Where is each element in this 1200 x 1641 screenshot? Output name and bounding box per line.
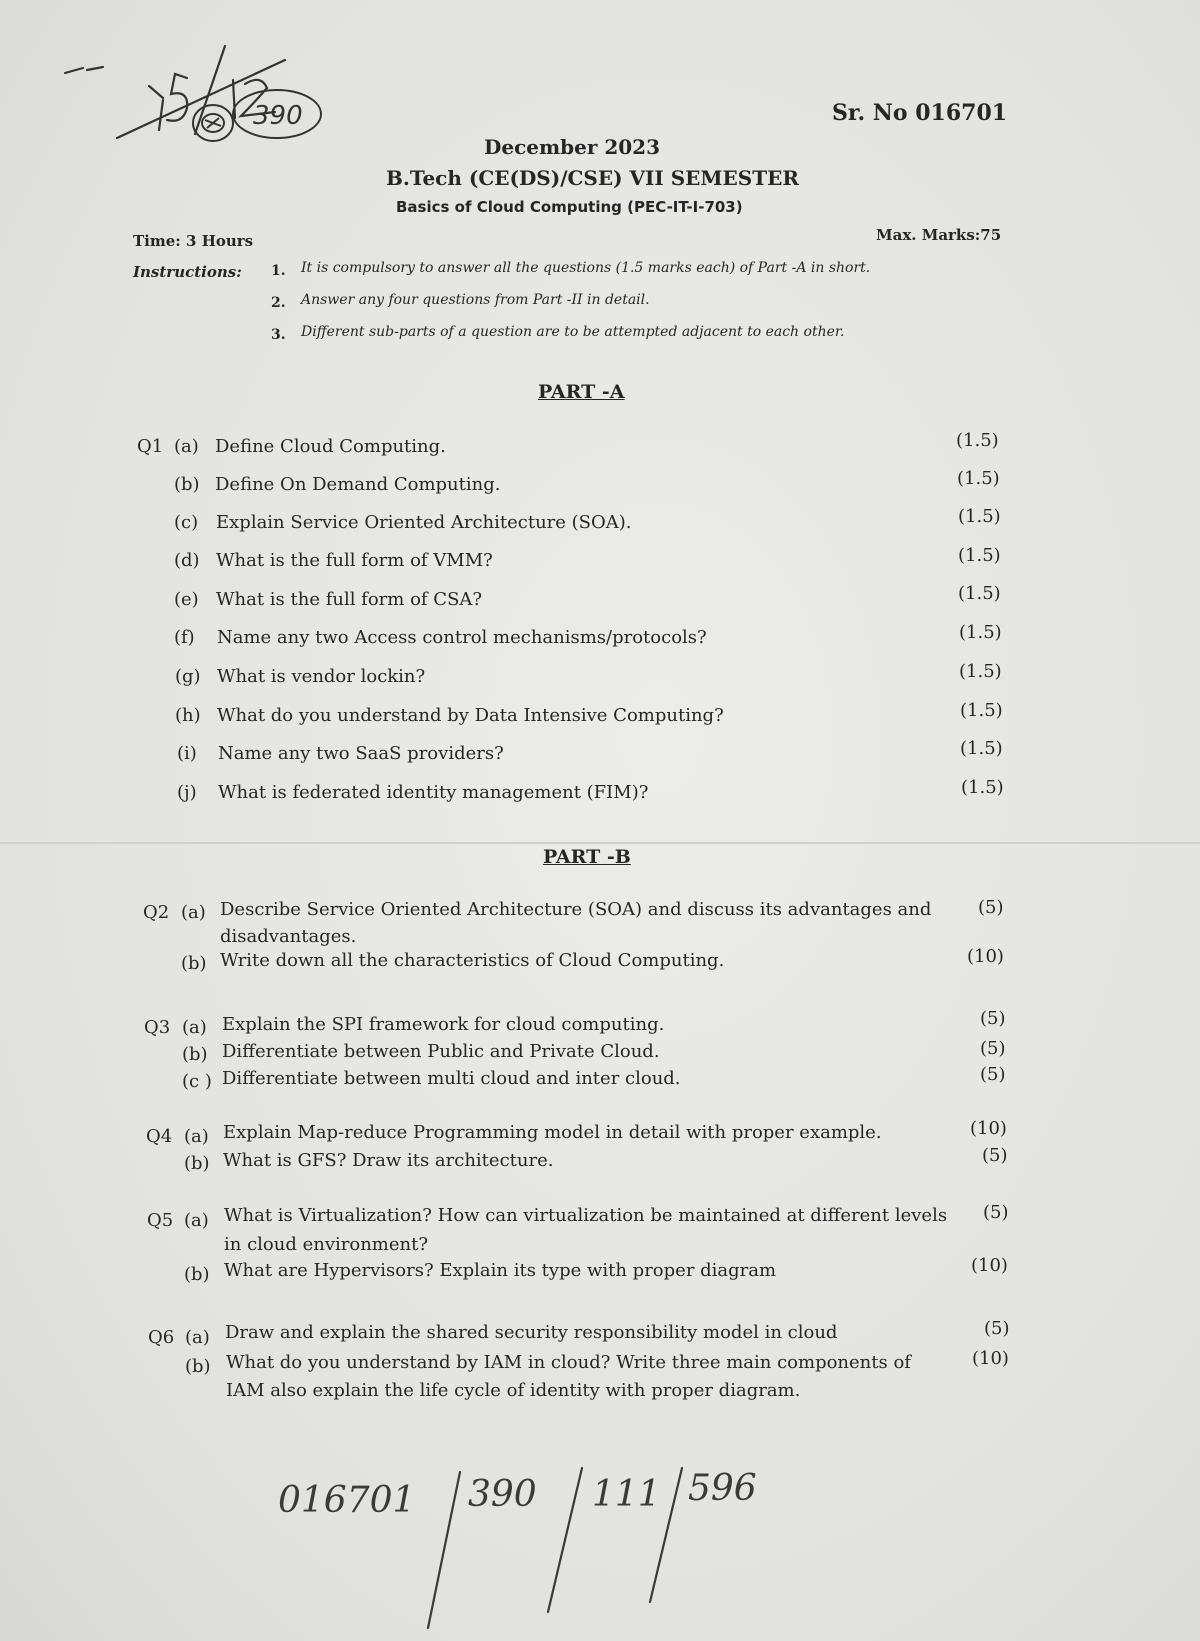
question-label: (f) [174, 627, 195, 648]
question-marks: (1.5) [958, 583, 1001, 604]
question-text-continued: in cloud environment? [224, 1234, 428, 1255]
question-label: (i) [177, 743, 197, 764]
question-text: Differentiate between Public and Private Cloud. [222, 1041, 660, 1062]
exam-time: Time: 3 Hours [133, 232, 254, 250]
part-b-heading: PART -B [543, 846, 631, 868]
paper-fold-line [0, 842, 1200, 844]
question-text: Define Cloud Computing. [215, 436, 446, 457]
question-text: Explain the SPI framework for cloud computing. [222, 1014, 665, 1035]
question-marks: (1.5) [960, 700, 1003, 721]
question-number: Q1 [137, 436, 164, 457]
question-text: What is the full form of VMM? [216, 550, 493, 571]
question-text: Name any two Access control mechanisms/protocols? [217, 627, 707, 648]
question-label: (a) [181, 902, 206, 923]
question-text-continued: disadvantages. [220, 926, 357, 947]
question-label: (b) [185, 1356, 211, 1377]
question-marks: (5) [980, 1008, 1006, 1029]
course-title: B.Tech (CE(DS)/CSE) VII SEMESTER [386, 166, 799, 190]
question-text: What do you understand by IAM in cloud? Write three main components of [226, 1352, 911, 1373]
question-label: (b) [181, 953, 207, 974]
handwritten-reference-note [270, 1460, 830, 1640]
svg-text:596: 596 [688, 1468, 757, 1509]
question-number: Q6 [148, 1327, 175, 1348]
instruction-number: 2. [271, 295, 286, 311]
question-label: (j) [177, 782, 197, 803]
question-marks: (10) [971, 1255, 1008, 1276]
question-text: What do you understand by Data Intensive Computing? [217, 705, 724, 726]
svg-text:390: 390 [468, 1474, 537, 1515]
subject-title: Basics of Cloud Computing (PEC-IT-I-703) [396, 198, 743, 216]
question-text: Explain Service Oriented Architecture (SOA). [216, 512, 632, 533]
question-text-continued: IAM also explain the life cycle of identity with proper diagram. [226, 1380, 801, 1401]
question-number: Q4 [146, 1126, 173, 1147]
question-marks: (1.5) [961, 777, 1004, 798]
question-marks: (10) [967, 946, 1004, 967]
instruction-number: 3. [271, 327, 286, 343]
question-text: What is Virtualization? How can virtualization be maintained at different levels [224, 1205, 948, 1226]
question-label: (e) [174, 589, 199, 610]
question-marks: (1.5) [960, 738, 1003, 759]
question-text: Differentiate between multi cloud and inter cloud. [222, 1068, 681, 1089]
question-marks: (1.5) [956, 430, 999, 451]
question-number: Q5 [147, 1210, 174, 1231]
question-text: What are Hypervisors? Explain its type with proper diagram [224, 1260, 777, 1281]
question-label: (c ) [182, 1071, 212, 1092]
exam-month: December 2023 [484, 135, 661, 159]
question-label: (a) [184, 1126, 209, 1147]
instruction-text: It is compulsory to answer all the questions (1.5 marks each) of Part -A in short. [301, 260, 871, 276]
question-number: Q3 [144, 1017, 171, 1038]
question-label: (b) [184, 1153, 210, 1174]
question-text: Define On Demand Computing. [215, 474, 501, 495]
handwritten-date-mark [55, 38, 355, 148]
question-text: Name any two SaaS providers? [218, 743, 504, 764]
question-label: (a) [174, 436, 199, 457]
question-label: (b) [174, 474, 200, 495]
instructions-label: Instructions: [133, 263, 242, 281]
question-marks: (1.5) [958, 545, 1001, 566]
max-marks: Max. Marks:75 [876, 226, 1002, 244]
question-text: Draw and explain the shared security responsibility model in cloud [225, 1322, 838, 1343]
question-label: (a) [184, 1210, 209, 1231]
handwritten-circled-number: 390 [253, 101, 303, 131]
part-a-heading: PART -A [538, 381, 625, 403]
svg-text:016701: 016701 [278, 1480, 416, 1521]
question-marks: (10) [970, 1118, 1007, 1139]
question-marks: (5) [980, 1038, 1006, 1059]
question-text: What is GFS? Draw its architecture. [223, 1150, 554, 1171]
question-text: What is the full form of CSA? [216, 589, 483, 610]
question-label: (h) [175, 705, 201, 726]
question-marks: (1.5) [957, 468, 1000, 489]
instruction-number: 1. [271, 263, 286, 279]
question-text: What is federated identity management (FIM)? [218, 782, 649, 803]
question-label: (g) [175, 666, 201, 687]
question-text: Describe Service Oriented Architecture (SOA) and discuss its advantages and [220, 899, 932, 920]
question-marks: (1.5) [959, 622, 1002, 643]
question-label: (a) [182, 1017, 207, 1038]
serial-number: Sr. No 016701 [832, 100, 1008, 126]
question-label: (d) [174, 550, 200, 571]
question-marks: (1.5) [959, 661, 1002, 682]
question-label: (c) [174, 512, 199, 533]
question-marks: (5) [980, 1064, 1006, 1085]
question-label: (a) [185, 1327, 210, 1348]
question-label: (b) [182, 1044, 208, 1065]
question-marks: (5) [984, 1318, 1010, 1339]
question-marks: (10) [972, 1348, 1009, 1369]
question-marks: (5) [983, 1202, 1009, 1223]
question-marks: (5) [982, 1145, 1008, 1166]
instruction-text: Answer any four questions from Part -II in detail. [301, 292, 650, 308]
question-number: Q2 [143, 902, 170, 923]
svg-text:111: 111 [592, 1474, 661, 1515]
question-text: Write down all the characteristics of Cloud Computing. [220, 950, 725, 971]
question-marks: (1.5) [958, 506, 1001, 527]
question-marks: (5) [978, 897, 1004, 918]
instruction-text: Different sub-parts of a question are to be attempted adjacent to each other. [301, 324, 845, 340]
question-text: Explain Map-reduce Programming model in detail with proper example. [223, 1122, 882, 1143]
question-text: What is vendor lockin? [217, 666, 426, 687]
question-label: (b) [184, 1264, 210, 1285]
